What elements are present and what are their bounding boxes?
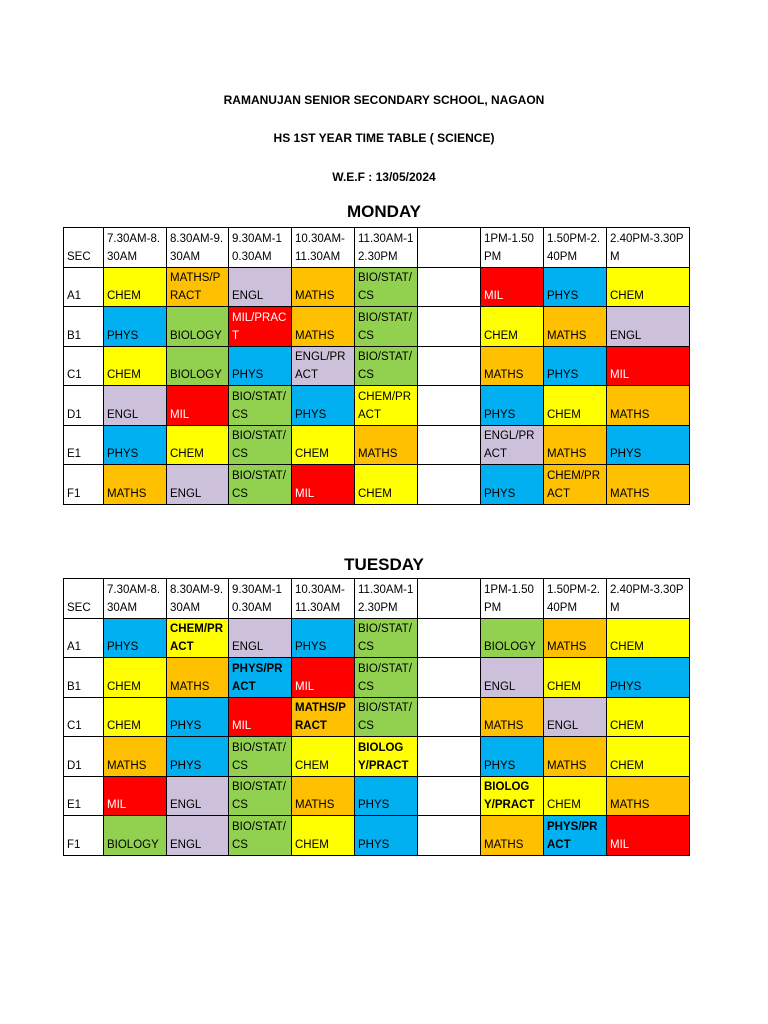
subject-cell: ENGL: [544, 697, 607, 737]
period-header: 1PM-1.50PM: [481, 228, 544, 268]
section-row: [64, 386, 690, 426]
effective-date: W.E.F : 13/05/2024: [332, 170, 436, 184]
subject-cell: ENGL: [104, 386, 167, 426]
subject-cell: MIL: [229, 697, 292, 737]
subject-cell: CHEM: [104, 697, 167, 737]
subject-cell: BIO/STAT/CS: [229, 386, 292, 426]
tuesday-timetable: [63, 578, 690, 856]
subject-cell: BIOLOGY: [167, 307, 229, 347]
subject-cell: BIO/STAT/CS: [229, 776, 292, 816]
subject-cell: CHEM: [544, 658, 607, 698]
subject-cell: BIOLOGY: [167, 346, 229, 386]
subject-cell: PHYS: [355, 776, 418, 816]
subject-cell: ENGL: [167, 816, 229, 856]
period-header: 7.30AM-8.30AM: [104, 579, 167, 619]
section-label: D1: [64, 737, 104, 777]
subject-cell: MATHS: [104, 465, 167, 505]
subject-cell: PHYS: [481, 737, 544, 777]
subject-cell: CHEM: [104, 346, 167, 386]
subject-cell: MATHS: [292, 307, 355, 347]
subject-cell: MATHS: [104, 737, 167, 777]
subject-cell: PHYS: [292, 618, 355, 658]
section-label: C1: [64, 697, 104, 737]
subject-cell: PHYS: [229, 346, 292, 386]
section-label: F1: [64, 465, 104, 505]
section-label: A1: [64, 267, 104, 307]
period-header: 8.30AM-9.30AM: [167, 579, 229, 619]
subject-cell: ENGL/PRACT: [292, 346, 355, 386]
subject-cell: BIO/STAT/CS: [229, 737, 292, 777]
subject-cell: BIOLOGY/PRACT: [481, 776, 544, 816]
subject-cell: ENGL: [167, 465, 229, 505]
section-label: E1: [64, 776, 104, 816]
section-row: [64, 307, 690, 347]
break-cell: [418, 658, 481, 698]
subject-cell: MATHS: [355, 425, 418, 465]
subject-cell: PHYS: [607, 658, 690, 698]
section-row: [64, 346, 690, 386]
break-header: [418, 579, 481, 619]
section-label: F1: [64, 816, 104, 856]
section-label: A1: [64, 618, 104, 658]
period-header: 7.30AM-8.30AM: [104, 228, 167, 268]
subject-cell: ENGL: [229, 267, 292, 307]
header-row: [64, 228, 690, 268]
subject-cell: BIOLOGY: [481, 618, 544, 658]
subject-cell: CHEM/PRACT: [355, 386, 418, 426]
subject-cell: CHEM: [292, 737, 355, 777]
period-header: 10.30AM-11.30AM: [292, 579, 355, 619]
subject-cell: CHEM/PRACT: [167, 618, 229, 658]
subject-cell: BIO/STAT/CS: [355, 618, 418, 658]
subject-cell: PHYS: [544, 267, 607, 307]
monday-timetable: [63, 227, 690, 505]
subject-cell: BIO/STAT/CS: [355, 346, 418, 386]
subject-cell: PHYS: [481, 386, 544, 426]
subject-cell: MATHS: [292, 267, 355, 307]
section-label: B1: [64, 307, 104, 347]
subject-cell: ENGL: [481, 658, 544, 698]
break-header: [418, 228, 481, 268]
sec-header: SEC: [64, 228, 104, 268]
subject-cell: MATHS: [607, 386, 690, 426]
subject-cell: MATHS: [544, 737, 607, 777]
sec-header: SEC: [64, 579, 104, 619]
subject-cell: MIL: [292, 658, 355, 698]
subject-cell: ENGL: [167, 776, 229, 816]
subject-cell: MIL: [481, 267, 544, 307]
subject-cell: MIL: [292, 465, 355, 505]
break-cell: [418, 816, 481, 856]
subject-cell: MIL: [607, 816, 690, 856]
subject-cell: PHYS: [481, 465, 544, 505]
period-header: 11.30AM-12.30PM: [355, 579, 418, 619]
break-cell: [418, 737, 481, 777]
subject-cell: PHYS: [544, 346, 607, 386]
subject-cell: BIO/STAT/CS: [355, 697, 418, 737]
section-row: [64, 658, 690, 698]
subject-cell: MIL: [167, 386, 229, 426]
break-cell: [418, 618, 481, 658]
subject-cell: BIO/STAT/CS: [355, 658, 418, 698]
subject-cell: BIO/STAT/CS: [355, 267, 418, 307]
timetable-title: HS 1ST YEAR TIME TABLE ( SCIENCE): [273, 131, 495, 145]
subject-cell: MATHS/PRACT: [167, 267, 229, 307]
subject-cell: BIOLOGY: [104, 816, 167, 856]
subject-cell: ENGL/PRACT: [481, 425, 544, 465]
subject-cell: CHEM: [292, 425, 355, 465]
subject-cell: PHYS: [167, 737, 229, 777]
subject-cell: CHEM: [607, 697, 690, 737]
subject-cell: BIO/STAT/CS: [229, 425, 292, 465]
break-cell: [418, 776, 481, 816]
section-label: C1: [64, 346, 104, 386]
section-row: [64, 816, 690, 856]
subject-cell: MATHS: [607, 776, 690, 816]
subject-cell: PHYS: [104, 425, 167, 465]
period-header: 2.40PM-3.30PM: [607, 228, 690, 268]
subject-cell: ENGL: [229, 618, 292, 658]
subject-cell: MIL: [104, 776, 167, 816]
subject-cell: PHYS: [167, 697, 229, 737]
subject-cell: MATHS: [481, 697, 544, 737]
subject-cell: PHYS: [292, 386, 355, 426]
subject-cell: MIL/PRACT: [229, 307, 292, 347]
subject-cell: PHYS: [355, 816, 418, 856]
period-header: 10.30AM-11.30AM: [292, 228, 355, 268]
section-row: [64, 697, 690, 737]
day-title-tuesday: TUESDAY: [344, 555, 424, 574]
period-header: 2.40PM-3.30PM: [607, 579, 690, 619]
section-row: [64, 267, 690, 307]
break-cell: [418, 386, 481, 426]
subject-cell: MATHS: [544, 618, 607, 658]
subject-cell: MATHS: [607, 465, 690, 505]
subject-cell: PHYS/PRACT: [544, 816, 607, 856]
subject-cell: MATHS: [544, 425, 607, 465]
subject-cell: PHYS: [104, 307, 167, 347]
subject-cell: CHEM/PRACT: [544, 465, 607, 505]
break-cell: [418, 425, 481, 465]
period-header: 8.30AM-9.30AM: [167, 228, 229, 268]
break-cell: [418, 346, 481, 386]
period-header: 9.30AM-10.30AM: [229, 228, 292, 268]
period-header: 1PM-1.50PM: [481, 579, 544, 619]
subject-cell: ENGL: [607, 307, 690, 347]
subject-cell: CHEM: [167, 425, 229, 465]
subject-cell: PHYS: [607, 425, 690, 465]
subject-cell: BIO/STAT/CS: [229, 465, 292, 505]
header-row: [64, 579, 690, 619]
section-row: [64, 776, 690, 816]
break-cell: [418, 267, 481, 307]
subject-cell: CHEM: [481, 307, 544, 347]
period-header: 9.30AM-10.30AM: [229, 579, 292, 619]
subject-cell: CHEM: [607, 267, 690, 307]
period-header: 1.50PM-2.40PM: [544, 228, 607, 268]
section-label: E1: [64, 425, 104, 465]
subject-cell: CHEM: [104, 267, 167, 307]
subject-cell: MATHS/PRACT: [292, 697, 355, 737]
subject-cell: CHEM: [544, 386, 607, 426]
break-cell: [418, 307, 481, 347]
subject-cell: MATHS: [167, 658, 229, 698]
section-label: B1: [64, 658, 104, 698]
subject-cell: MIL: [607, 346, 690, 386]
subject-cell: PHYS: [104, 618, 167, 658]
subject-cell: CHEM: [607, 737, 690, 777]
section-row: [64, 737, 690, 777]
day-title-monday: MONDAY: [347, 202, 421, 221]
section-label: D1: [64, 386, 104, 426]
section-row: [64, 425, 690, 465]
subject-cell: CHEM: [104, 658, 167, 698]
section-row: [64, 618, 690, 658]
subject-cell: CHEM: [544, 776, 607, 816]
period-header: 1.50PM-2.40PM: [544, 579, 607, 619]
subject-cell: BIOLOGY/PRACT: [355, 737, 418, 777]
subject-cell: MATHS: [481, 816, 544, 856]
subject-cell: CHEM: [292, 816, 355, 856]
school-name: RAMANUJAN SENIOR SECONDARY SCHOOL, NAGAON: [223, 93, 545, 107]
subject-cell: BIO/STAT/CS: [355, 307, 418, 347]
section-row: [64, 465, 690, 505]
subject-cell: BIO/STAT/CS: [229, 816, 292, 856]
break-cell: [418, 465, 481, 505]
subject-cell: MATHS: [292, 776, 355, 816]
subject-cell: CHEM: [607, 618, 690, 658]
subject-cell: CHEM: [355, 465, 418, 505]
subject-cell: PHYS/PRACT: [229, 658, 292, 698]
break-cell: [418, 697, 481, 737]
subject-cell: MATHS: [544, 307, 607, 347]
subject-cell: MATHS: [481, 346, 544, 386]
period-header: 11.30AM-12.30PM: [355, 228, 418, 268]
